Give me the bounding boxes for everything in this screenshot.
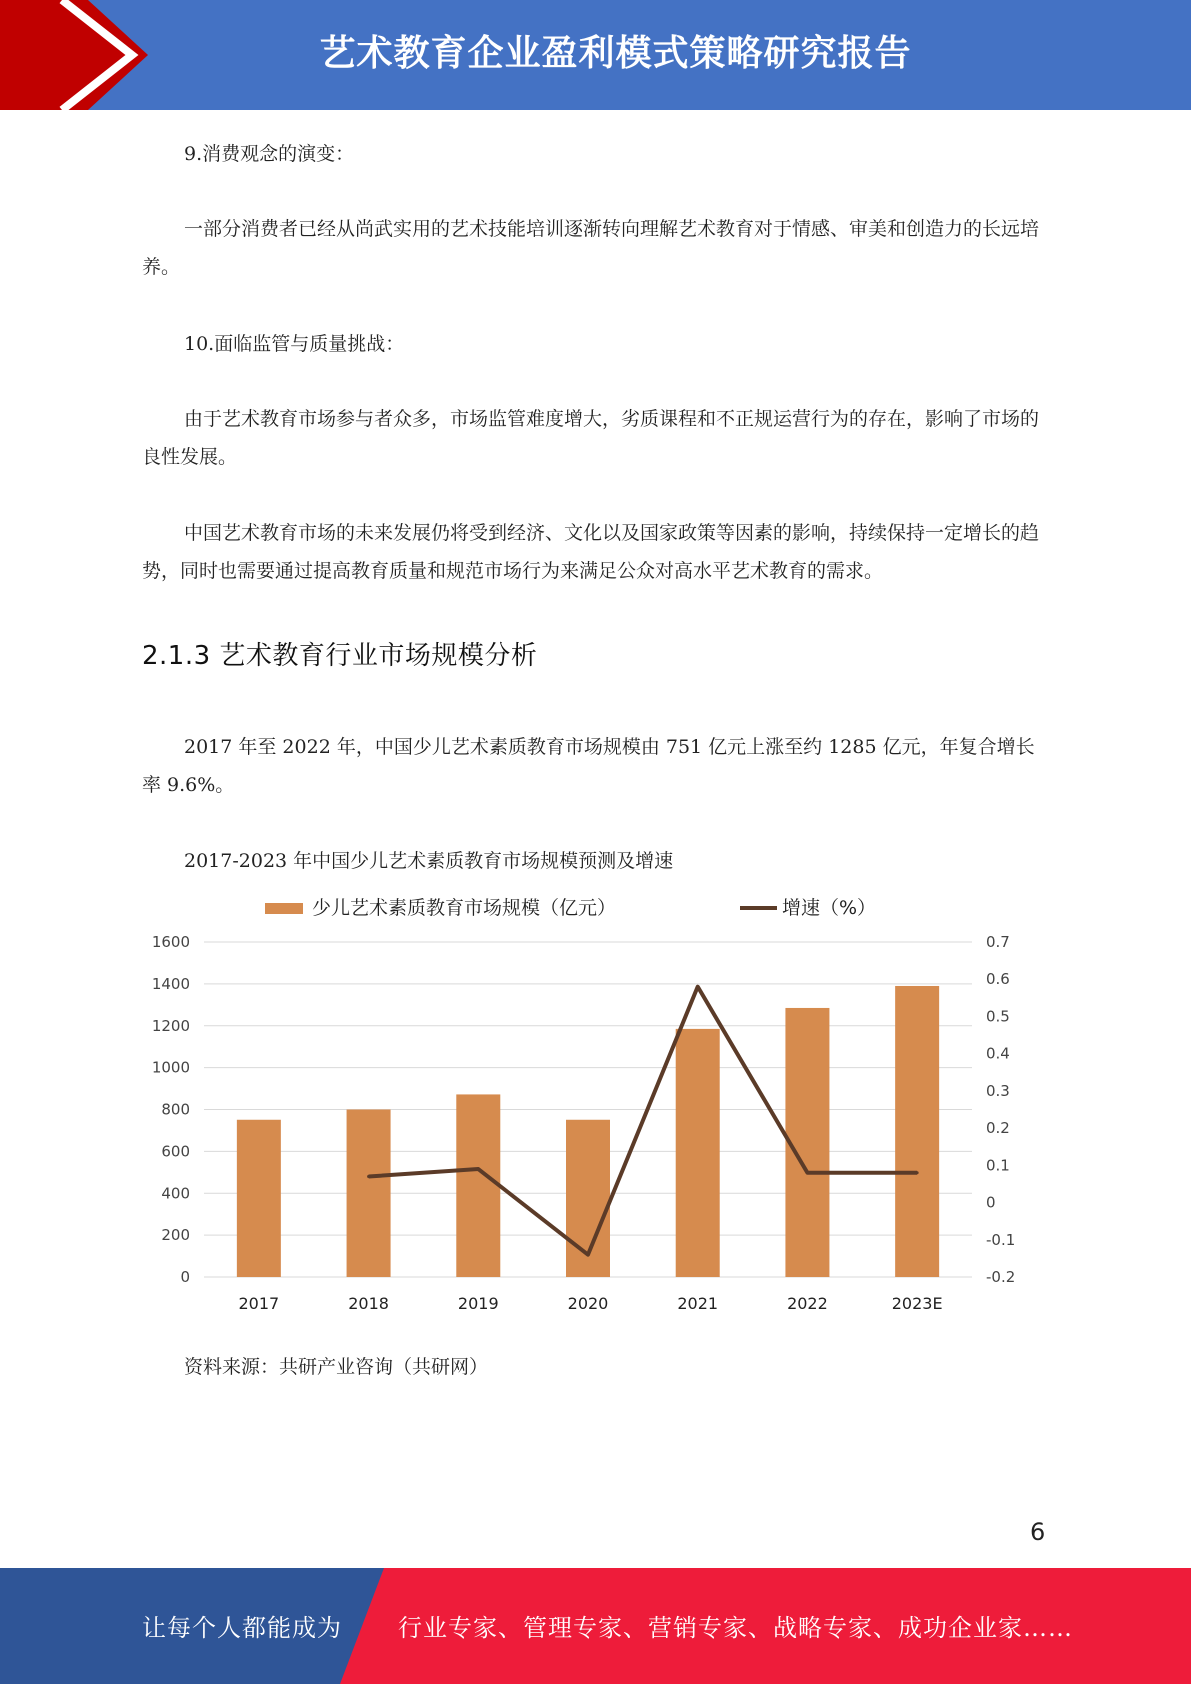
market-size-chart: [140, 880, 1050, 1335]
paragraph-future: 中国艺术教育市场的未来发展仍将受到经济、文化以及国家政策等因素的影响，持续保持一定增长的趋势，同时也需要通过提高教育质量和规范市场行为来满足公众对高水平艺术教育的需求。: [142, 522, 1040, 582]
legend-swatch-bar: [265, 903, 303, 914]
y-left-tick-label: 1000: [151, 1058, 190, 1077]
page-number: 6: [1030, 1518, 1046, 1546]
y-left-tick-label: 600: [161, 1142, 190, 1161]
y-right-tick-label: 0: [986, 1193, 996, 1212]
growth-rate-point: [806, 1171, 809, 1174]
y-left-tick-label: 1200: [151, 1016, 190, 1035]
x-tick-label: 2017: [238, 1294, 280, 1313]
growth-rate-point: [477, 1168, 480, 1171]
growth-rate-point: [587, 1253, 590, 1256]
x-tick-label: 2018: [348, 1294, 389, 1313]
source-note: 资料来源：共研产业咨询（共研网）: [184, 1356, 489, 1378]
x-tick-label: 2019: [457, 1294, 499, 1313]
bar-market-size: [785, 1008, 829, 1277]
growth-rate-point: [367, 1175, 370, 1178]
section-heading: 2.1.3 艺术教育行业市场规模分析: [142, 641, 538, 671]
paragraph-regulation: 由于艺术教育市场参与者众多，市场监管难度增大，劣质课程和不正规运营行为的存在，影响了市场的良性发展。: [142, 408, 1040, 468]
y-right-tick-label: -0.2: [986, 1268, 1016, 1286]
x-tick-label: 2022: [787, 1294, 828, 1313]
page-footer: [0, 1568, 1191, 1684]
legend-label-bar: 少儿艺术素质教育市场规模（亿元）: [312, 897, 617, 919]
chart-svg: [140, 880, 1050, 1335]
bar-market-size: [237, 1120, 281, 1277]
x-tick-label: 2020: [567, 1294, 609, 1313]
footer-slogan-left: 让每个人都能成为: [142, 1614, 342, 1642]
y-right-tick-label: 0.5: [986, 1007, 1010, 1026]
growth-rate-point: [916, 1171, 919, 1174]
bar-market-size: [456, 1094, 500, 1277]
y-right-tick-label: 0.4: [986, 1044, 1010, 1063]
header-title: 艺术教育企业盈利模式策略研究报告: [319, 33, 912, 74]
y-left-tick-label: 1600: [151, 933, 190, 951]
y-left-tick-label: 800: [161, 1100, 190, 1119]
y-left-tick-label: 200: [161, 1226, 190, 1245]
bar-market-size: [676, 1029, 720, 1277]
y-left-tick-label: 0: [180, 1268, 190, 1286]
y-right-tick-label: 0.2: [986, 1119, 1010, 1138]
heading-item-10: 10.面临监管与质量挑战：: [184, 333, 405, 355]
x-tick-label: 2021: [677, 1294, 719, 1313]
bar-market-size: [895, 986, 939, 1277]
y-right-tick-label: 0.7: [986, 933, 1010, 951]
x-tick-label: 2023E: [891, 1294, 943, 1313]
page-header: [0, 0, 1191, 110]
heading-item-9: 9.消费观念的演变：: [184, 143, 355, 165]
growth-rate-line: [369, 987, 918, 1255]
y-right-tick-label: 0.6: [986, 970, 1010, 989]
chart-caption: 2017-2023 年中国少儿艺术素质教育市场规模预测及增速: [184, 850, 674, 872]
bar-market-size: [347, 1110, 391, 1278]
growth-rate-point: [696, 985, 699, 988]
y-right-tick-label: 0.1: [986, 1156, 1010, 1175]
y-right-tick-label: 0.3: [986, 1081, 1010, 1100]
footer-slogan-right: 行业专家、管理专家、营销专家、战略专家、成功企业家……: [398, 1614, 1073, 1642]
legend-label-line: 增速（%）: [782, 897, 877, 919]
y-left-tick-label: 400: [161, 1184, 190, 1203]
paragraph-market-size: 2017 年至 2022 年，中国少儿艺术素质教育市场规模由 751 亿元上涨至约 1285 亿元，年复合增长率 9.6%。: [142, 736, 1035, 796]
paragraph-consumer-concept: 一部分消费者已经从尚武实用的艺术技能培训逐渐转向理解艺术教育对于情感、审美和创造力的长远培养。: [142, 218, 1040, 278]
y-left-tick-label: 1400: [151, 974, 190, 993]
y-right-tick-label: -0.1: [986, 1230, 1016, 1249]
